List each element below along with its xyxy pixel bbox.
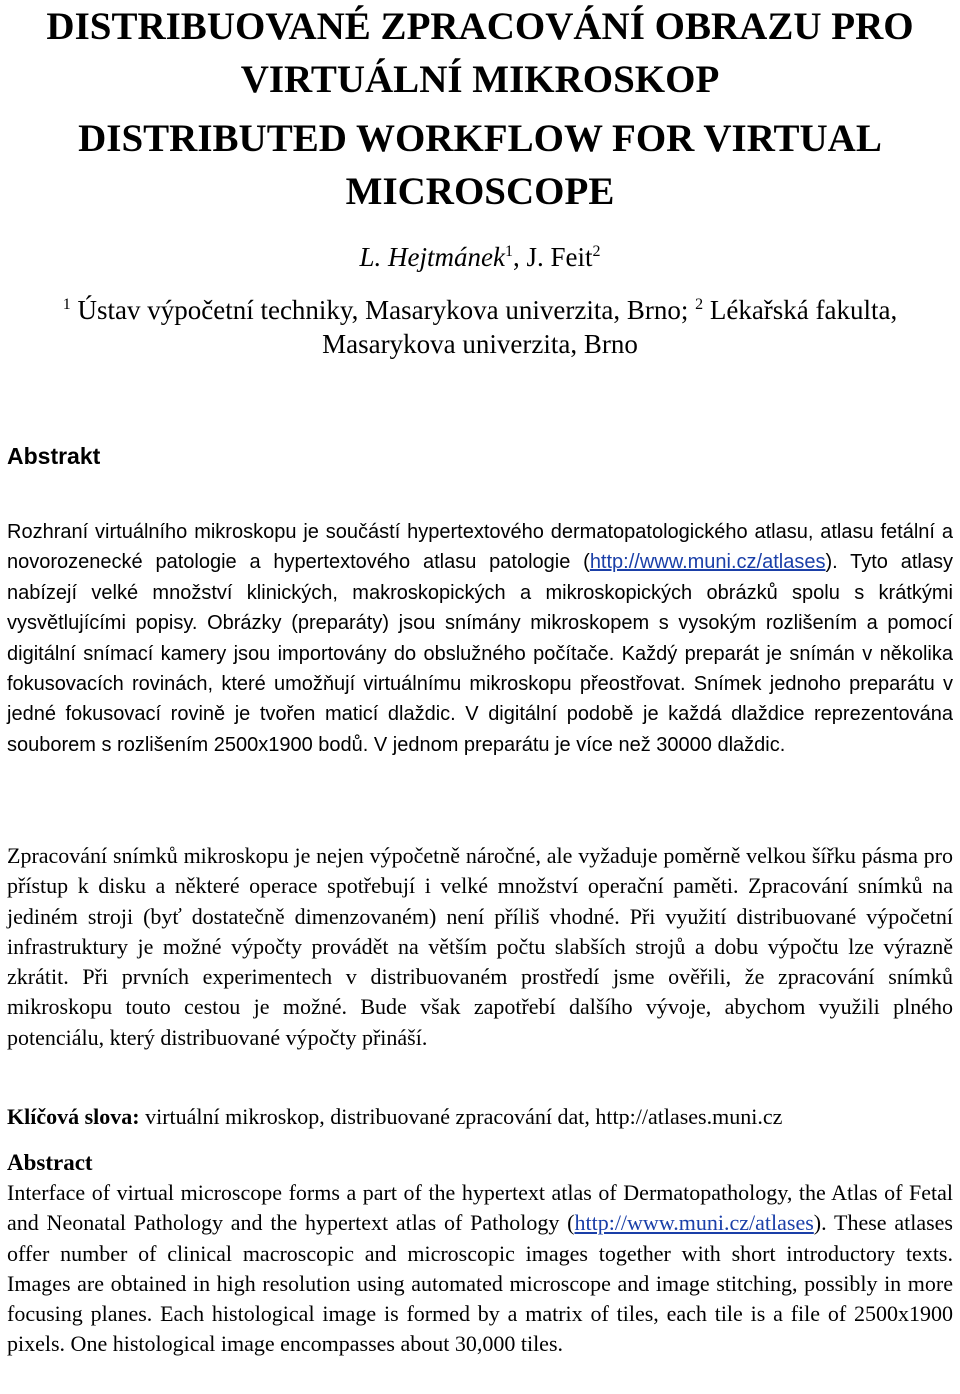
abstract-text-before: Interface of virtual microscope forms a part of the hypertext atlas of Dermatopathology, the Atlas of Fetal and Neonatal Pathology and the hypertext atlas of Pathology (	[7, 1180, 953, 1236]
author-2: J. Feit	[526, 242, 593, 272]
keywords-text: virtuální mikroskop, distribuované zpracování dat, http://atlases.muni.cz	[139, 1104, 783, 1129]
abstrakt-paragraph-1	[7, 517, 953, 760]
author-separator: ,	[512, 242, 527, 272]
title-english-line1: DISTRIBUTED WORKFLOW FOR VIRTUAL	[78, 117, 882, 160]
abstrakt-p1-text-after: ). Tyto atlasy nabízejí velké množství klinických, makroskopických a mikroskopických obrázků spolu s krátkými vysvětlujícími popisy. Obrázky (preparáty) jsou snímány mikroskopem s vysokým rozlišením a pomocí digitální snímací kamery jsou importovány do obslužného počítače. Každý preparát je snímán v několika fokusovacích rovinách, které umožňují virtuálnímu mikroskopu přeostřovat. Snímek jednoho preparátu v jedné fokusovací rovině je tvořen maticí dlaždic. V digitální podobě je každá dlaždice reprezentována souborem s rozlišením 2500x1900 bodů. V jednom preparátu je více než 30000 dlaždic.	[7, 551, 953, 756]
abstrakt-paragraph-2: Zpracování snímků mikroskopu je nejen výpočetně náročné, ale vyžaduje poměrně velkou šířku pásma pro přístup k disku a některé operace spotřebují i velké množství operační paměti. Zpracování snímků na jediném stroji (byť dostatečně dimenzovaném) není příliš vhodné. Při využití distribuované výpočetní infrastruktury je možné výpočty provádět na větším počtu slabších strojů a dobu výpočtu lze výrazně zkrátit. Při prvních experimentech v distribuovaném prostředí jsme ověřili, že zpracování snímků mikroskopu touto cestou je možné. Bude však zapotřebí dalšího vývoje, abychom využili plného potenciálu, který distribuované výpočty přináší.	[7, 843, 953, 1050]
affil-1-text: Ústav výpočetní techniky, Masarykova univerzita, Brno;	[70, 295, 696, 325]
atlases-link-en[interactable]: http://www.muni.cz/atlases	[574, 1210, 814, 1236]
affiliations	[0, 293, 960, 361]
keywords-label: Klíčová slova:	[7, 1104, 140, 1129]
affil-line2: Masarykova univerzita, Brno	[322, 329, 638, 359]
abstract-heading: Abstract	[7, 1150, 93, 1175]
title-czech	[0, 0, 960, 106]
author-1: L. Hejtmánek	[359, 242, 505, 272]
authors	[0, 240, 960, 274]
title-czech-line1: DISTRIBUOVANÉ ZPRACOVÁNÍ OBRAZU PRO	[46, 5, 914, 48]
author-1-affil-mark: 1	[504, 243, 513, 260]
abstrakt-p1-text-before: Rozhraní virtuálního mikroskopu je součástí hypertextového dermatopatologického atlasu, atlasu fetální a novorozenecké patologie a hypertextového atlasu patologie (	[7, 521, 953, 574]
abstract-text-after: ). These atlases offer number of clinical macroscopic and microscopic images together with short introductory texts. Images are obtained in high resolution using automated microscope and image stitching, possibly in more focusing planes. Each histological image is formed by a matrix of tiles, each tile is a file of 2500x1900 pixels. One histological image encompasses about 30,000 tiles.	[7, 1210, 953, 1357]
affil-2-text: Lékařská fakulta,	[703, 295, 898, 325]
atlases-link-cz[interactable]: http://www.muni.cz/atlases	[589, 551, 826, 574]
title-english-line2: MICROSCOPE	[345, 170, 615, 213]
keywords	[7, 1102, 953, 1132]
affil-1-mark: 1	[62, 296, 71, 313]
title-czech-line2: VIRTUÁLNÍ MIKROSKOP	[240, 58, 720, 101]
affil-2-mark: 2	[695, 296, 704, 313]
author-2-affil-mark: 2	[592, 243, 601, 260]
abstract-paragraph	[7, 1178, 953, 1360]
abstrakt-heading: Abstrakt	[7, 443, 101, 469]
title-english	[0, 112, 960, 218]
